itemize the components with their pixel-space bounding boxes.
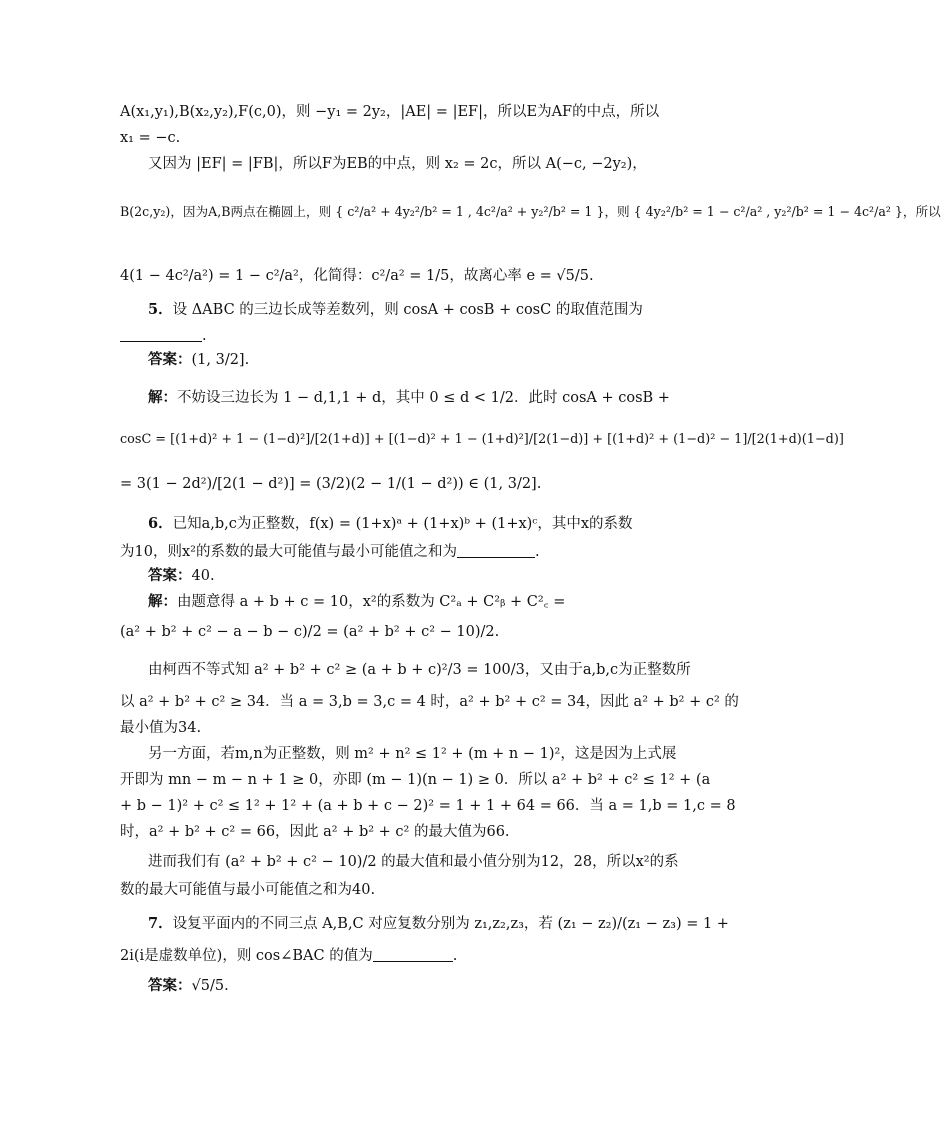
text-line: 数的最大可能值与最小可能值之和为40. bbox=[120, 882, 376, 898]
text-line: 另一方面，若m,n为正整数，则 m² + n² ≤ 1² + (m + n − 1)²，这是因为上式展 bbox=[148, 746, 677, 762]
solution-label: 解： bbox=[148, 389, 177, 406]
text-line: 又因为 |EF| = |FB|，所以F为EB的中点，则 x₂ = 2c，所以 A(−c, −2y₂)， bbox=[148, 156, 647, 172]
text-line: 以 a² + b² + c² ≥ 34．当 a = 3,b = 3,c = 4 时，a² + b² + c² = 34，因此 a² + b² + c² 的 bbox=[120, 694, 739, 710]
question-5 bbox=[148, 300, 643, 320]
text-line: 进而我们有 (a² + b² + c² − 10)/2 的最大值和最小值分别为12，28，所以x²的系 bbox=[148, 854, 679, 870]
text-line: x₁ = −c. bbox=[120, 130, 181, 146]
answer-5 bbox=[148, 350, 249, 370]
question-number: 6． bbox=[148, 515, 173, 532]
solution-text: 由题意得 a + b + c = 10，x²的系数为 C²ₐ + C²ᵦ + C²꜀ = bbox=[177, 594, 566, 610]
period: . bbox=[534, 544, 540, 560]
question-text: 已知a,b,c为正整数，f(x) = (1+x)ᵃ + (1+x)ᵇ + (1+x)ᶜ，其中x的系数 bbox=[172, 516, 633, 532]
text-line: 最小值为34. bbox=[120, 720, 202, 736]
text-line: 时，a² + b² + c² = 66，因此 a² + b² + c² 的最大值为66. bbox=[120, 824, 510, 840]
answer-value: (1, 3/2]. bbox=[191, 352, 250, 368]
question-text: 设复平面内的不同三点 A,B,C 对应复数分别为 z₁,z₂,z₃，若 (z₁ − z₂)/(z₁ − z₃) = 1 + bbox=[172, 916, 729, 932]
solution-6 bbox=[148, 592, 565, 612]
answer-label: 答案： bbox=[148, 977, 192, 994]
question-7-line-2 bbox=[120, 946, 457, 966]
solution-5 bbox=[148, 388, 670, 408]
period: . bbox=[452, 948, 458, 964]
question-6 bbox=[148, 514, 633, 534]
question-7 bbox=[148, 914, 729, 934]
text-line: = 3(1 − 2d²)/[2(1 − d²)] = (3/2)(2 − 1/(1 − d²)) ∈ (1, 3/2]. bbox=[120, 476, 542, 492]
question-number: 5． bbox=[148, 301, 173, 318]
text-line: 由柯西不等式知 a² + b² + c² ≥ (a + b + c)²/3 = 100/3，又由于a,b,c为正整数所 bbox=[148, 662, 691, 678]
answer-label: 答案： bbox=[148, 567, 192, 584]
text-line: + b − 1)² + c² ≤ 1² + 1² + (a + b + c − 2)² = 1 + 1 + 64 = 66．当 a = 1,b = 1,c = 8 bbox=[120, 798, 736, 814]
answer-value: √5/5. bbox=[191, 978, 229, 994]
answer-blank bbox=[120, 327, 202, 342]
answer-label: 答案： bbox=[148, 351, 192, 368]
text-line: B(2c,y₂)，因为A,B两点在椭圆上，则 { c²/a² + 4y₂²/b² = 1 , 4c²/a² + y₂²/b² = 1 }，则 { 4y₂²/b² = 1 − c²/a² , y₂²/b² = 1 − 4c²/a² }，所以 bbox=[120, 204, 941, 219]
answer-7 bbox=[148, 976, 229, 996]
text-line: cosC = [(1+d)² + 1 − (1−d)²]/[2(1+d)] + [(1−d)² + 1 − (1+d)²]/[2(1−d)] + [(1+d)² + (1−d)² − 1]/[2(1+d)(1−d)] bbox=[120, 432, 844, 447]
text-line: 开即为 mn − m − n + 1 ≥ 0，亦即 (m − 1)(n − 1) ≥ 0．所以 a² + b² + c² ≤ 1² + (a bbox=[120, 772, 711, 788]
answer-6 bbox=[148, 566, 215, 586]
answer-value: 40. bbox=[191, 568, 215, 584]
period: . bbox=[202, 328, 207, 344]
solution-label: 解： bbox=[148, 593, 177, 610]
text-line: A(x₁,y₁),B(x₂,y₂),F(c,0)，则 −y₁ = 2y₂，|AE| = |EF|，所以E为AF的中点，所以 bbox=[120, 104, 660, 120]
question-6-line-2 bbox=[120, 542, 540, 562]
question-text: 设 ΔABC 的三边长成等差数列，则 cosA + cosB + cosC 的取值范围为 bbox=[172, 302, 643, 318]
question-number: 7． bbox=[148, 915, 173, 932]
answer-blank bbox=[457, 543, 535, 558]
answer-blank bbox=[373, 947, 453, 962]
question-5-blank-line bbox=[120, 326, 207, 346]
text-line: (a² + b² + c² − a − b − c)/2 = (a² + b² + c² − 10)/2. bbox=[120, 624, 500, 640]
solution-text: 不妨设三边长为 1 − d,1,1 + d，其中 0 ≤ d < 1/2．此时 cosA + cosB + bbox=[177, 390, 670, 406]
question-text: 2i(i是虚数单位)，则 cos∠BAC 的值为 bbox=[120, 948, 373, 964]
text-line: 4(1 − 4c²/a²) = 1 − c²/a²，化简得：c²/a² = 1/5，故离心率 e = √5/5. bbox=[120, 268, 594, 284]
question-text: 为10，则x²的系数的最大可能值与最小可能值之和为 bbox=[120, 544, 457, 560]
